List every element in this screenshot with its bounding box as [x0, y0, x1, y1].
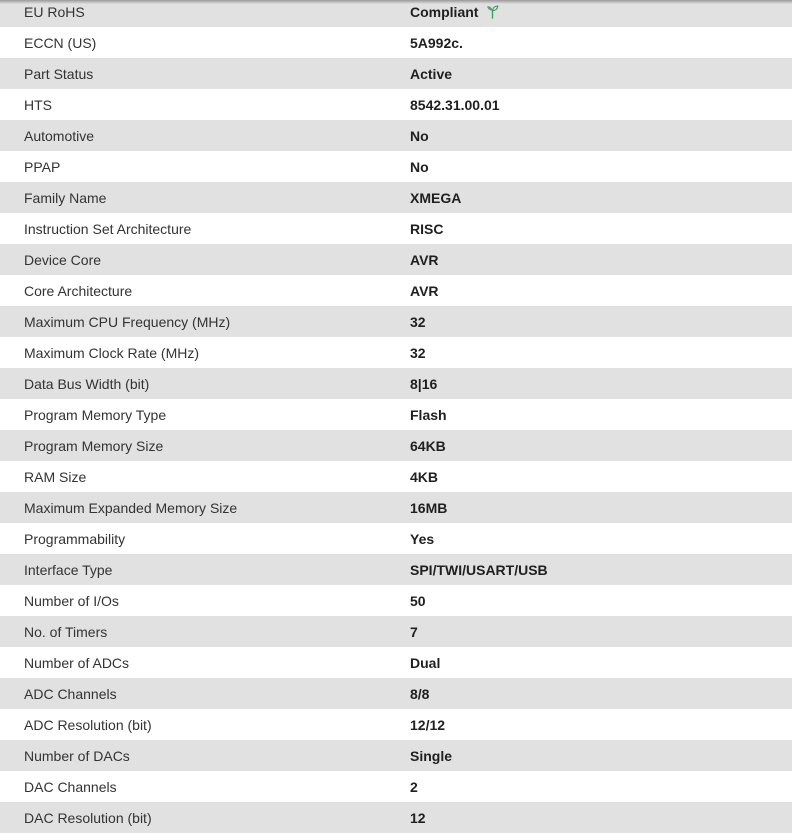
table-row — [0, 399, 792, 430]
attribute-label: Number of ADCs — [24, 654, 130, 671]
table-row — [0, 58, 792, 89]
attribute-value-text: 32 — [410, 344, 426, 361]
table-row — [0, 709, 792, 740]
attribute-value — [410, 407, 447, 423]
attribute-label: ADC Channels — [24, 685, 117, 702]
attribute-value — [410, 4, 500, 20]
attribute-label: HTS — [24, 96, 52, 113]
table-row — [0, 89, 792, 120]
attribute-value — [410, 376, 437, 392]
attribute-label: Automotive — [24, 127, 95, 144]
attribute-label: Interface Type — [24, 561, 113, 578]
attribute-value — [410, 562, 548, 578]
attribute-value — [410, 500, 447, 516]
attribute-value-text: Yes — [410, 530, 435, 547]
attribute-value — [410, 345, 426, 361]
attribute-value — [410, 624, 418, 640]
attribute-label: Maximum Clock Rate (MHz) — [24, 344, 200, 361]
attribute-label: Family Name — [24, 189, 107, 206]
attribute-label: EU RoHS — [24, 3, 85, 20]
rohs-leaf-icon — [485, 4, 500, 19]
attribute-value — [410, 314, 426, 330]
attribute-value — [410, 66, 452, 82]
attribute-value — [410, 748, 452, 764]
attribute-value — [410, 35, 463, 51]
table-row — [0, 647, 792, 678]
attribute-value-text: 8|16 — [410, 375, 438, 392]
attribute-label: No. of Timers — [24, 623, 108, 640]
attribute-label: RAM Size — [24, 468, 87, 485]
table-row — [0, 492, 792, 523]
attribute-value-text: SPI/TWI/USART/USB — [410, 561, 548, 578]
attribute-label: DAC Resolution (bit) — [24, 809, 152, 826]
table-row — [0, 27, 792, 58]
table-row — [0, 461, 792, 492]
attribute-value-text: 8542.31.00.01 — [410, 96, 500, 113]
table-row — [0, 337, 792, 368]
attribute-value-text: No — [410, 127, 429, 144]
attribute-value — [410, 469, 438, 485]
table-row — [0, 244, 792, 275]
attribute-value — [410, 810, 426, 826]
table-row — [0, 182, 792, 213]
table-row — [0, 740, 792, 771]
table-row — [0, 585, 792, 616]
attribute-value — [410, 438, 446, 454]
attribute-value — [410, 128, 429, 144]
table-row — [0, 151, 792, 182]
table-row — [0, 430, 792, 461]
attribute-value-text: AVR — [410, 251, 439, 268]
attribute-value-text: 32 — [410, 313, 426, 330]
attribute-value-text: 12 — [410, 809, 426, 826]
table-row — [0, 616, 792, 647]
attribute-value — [410, 779, 418, 795]
attribute-label: ADC Resolution (bit) — [24, 716, 152, 733]
table-row — [0, 554, 792, 585]
attribute-value — [410, 655, 440, 671]
attribute-value-text: 16MB — [410, 499, 448, 516]
attribute-value — [410, 593, 426, 609]
attribute-label: ECCN (US) — [24, 34, 97, 51]
attribute-value-text: 8/8 — [410, 685, 430, 702]
attribute-value-text: Compliant — [410, 3, 479, 20]
attribute-value-text: No — [410, 158, 429, 175]
attribute-value-text: Flash — [410, 406, 447, 423]
attribute-value-text: 64KB — [410, 437, 446, 454]
attribute-value — [410, 159, 429, 175]
attribute-value — [410, 252, 439, 268]
attribute-value — [410, 97, 500, 113]
attribute-label: PPAP — [24, 158, 61, 175]
attribute-value-text: Active — [410, 65, 453, 82]
attribute-label: Number of DACs — [24, 747, 130, 764]
table-row — [0, 120, 792, 151]
attribute-value-text: 2 — [410, 778, 418, 795]
attribute-label: Core Architecture — [24, 282, 133, 299]
attribute-label: Instruction Set Architecture — [24, 220, 192, 237]
attribute-label: Number of I/Os — [24, 592, 119, 609]
attribute-value-text: 4KB — [410, 468, 439, 485]
attribute-value — [410, 283, 439, 299]
attribute-value-text: XMEGA — [410, 189, 462, 206]
table-row — [0, 0, 792, 27]
attribute-value — [410, 531, 434, 547]
attribute-label: Program Memory Type — [24, 406, 167, 423]
attribute-label: Programmability — [24, 530, 126, 547]
attribute-label: Part Status — [24, 65, 94, 82]
attribute-value-text: 5A992c. — [410, 34, 463, 51]
attribute-label: DAC Channels — [24, 778, 117, 795]
attribute-value-text: RISC — [410, 220, 444, 237]
table-row — [0, 368, 792, 399]
attribute-value — [410, 190, 461, 206]
table-row — [0, 275, 792, 306]
attribute-label: Maximum CPU Frequency (MHz) — [24, 313, 231, 330]
attribute-value-text: AVR — [410, 282, 439, 299]
table-row — [0, 306, 792, 337]
table-row — [0, 802, 792, 833]
table-row — [0, 771, 792, 802]
attribute-value-text: Dual — [410, 654, 441, 671]
table-row — [0, 213, 792, 244]
attribute-value-text: 50 — [410, 592, 426, 609]
attribute-label: Device Core — [24, 251, 102, 268]
attribute-value — [410, 686, 429, 702]
attribute-label: Program Memory Size — [24, 437, 164, 454]
attribute-value-text: Single — [410, 747, 453, 764]
attribute-value — [410, 221, 443, 237]
table-row — [0, 523, 792, 554]
attribute-label: Data Bus Width (bit) — [24, 375, 150, 392]
attribute-value-text: 12/12 — [410, 716, 446, 733]
attribute-label: Maximum Expanded Memory Size — [24, 499, 238, 516]
attribute-value-text: 7 — [410, 623, 418, 640]
attribute-value — [410, 717, 445, 733]
table-row — [0, 678, 792, 709]
